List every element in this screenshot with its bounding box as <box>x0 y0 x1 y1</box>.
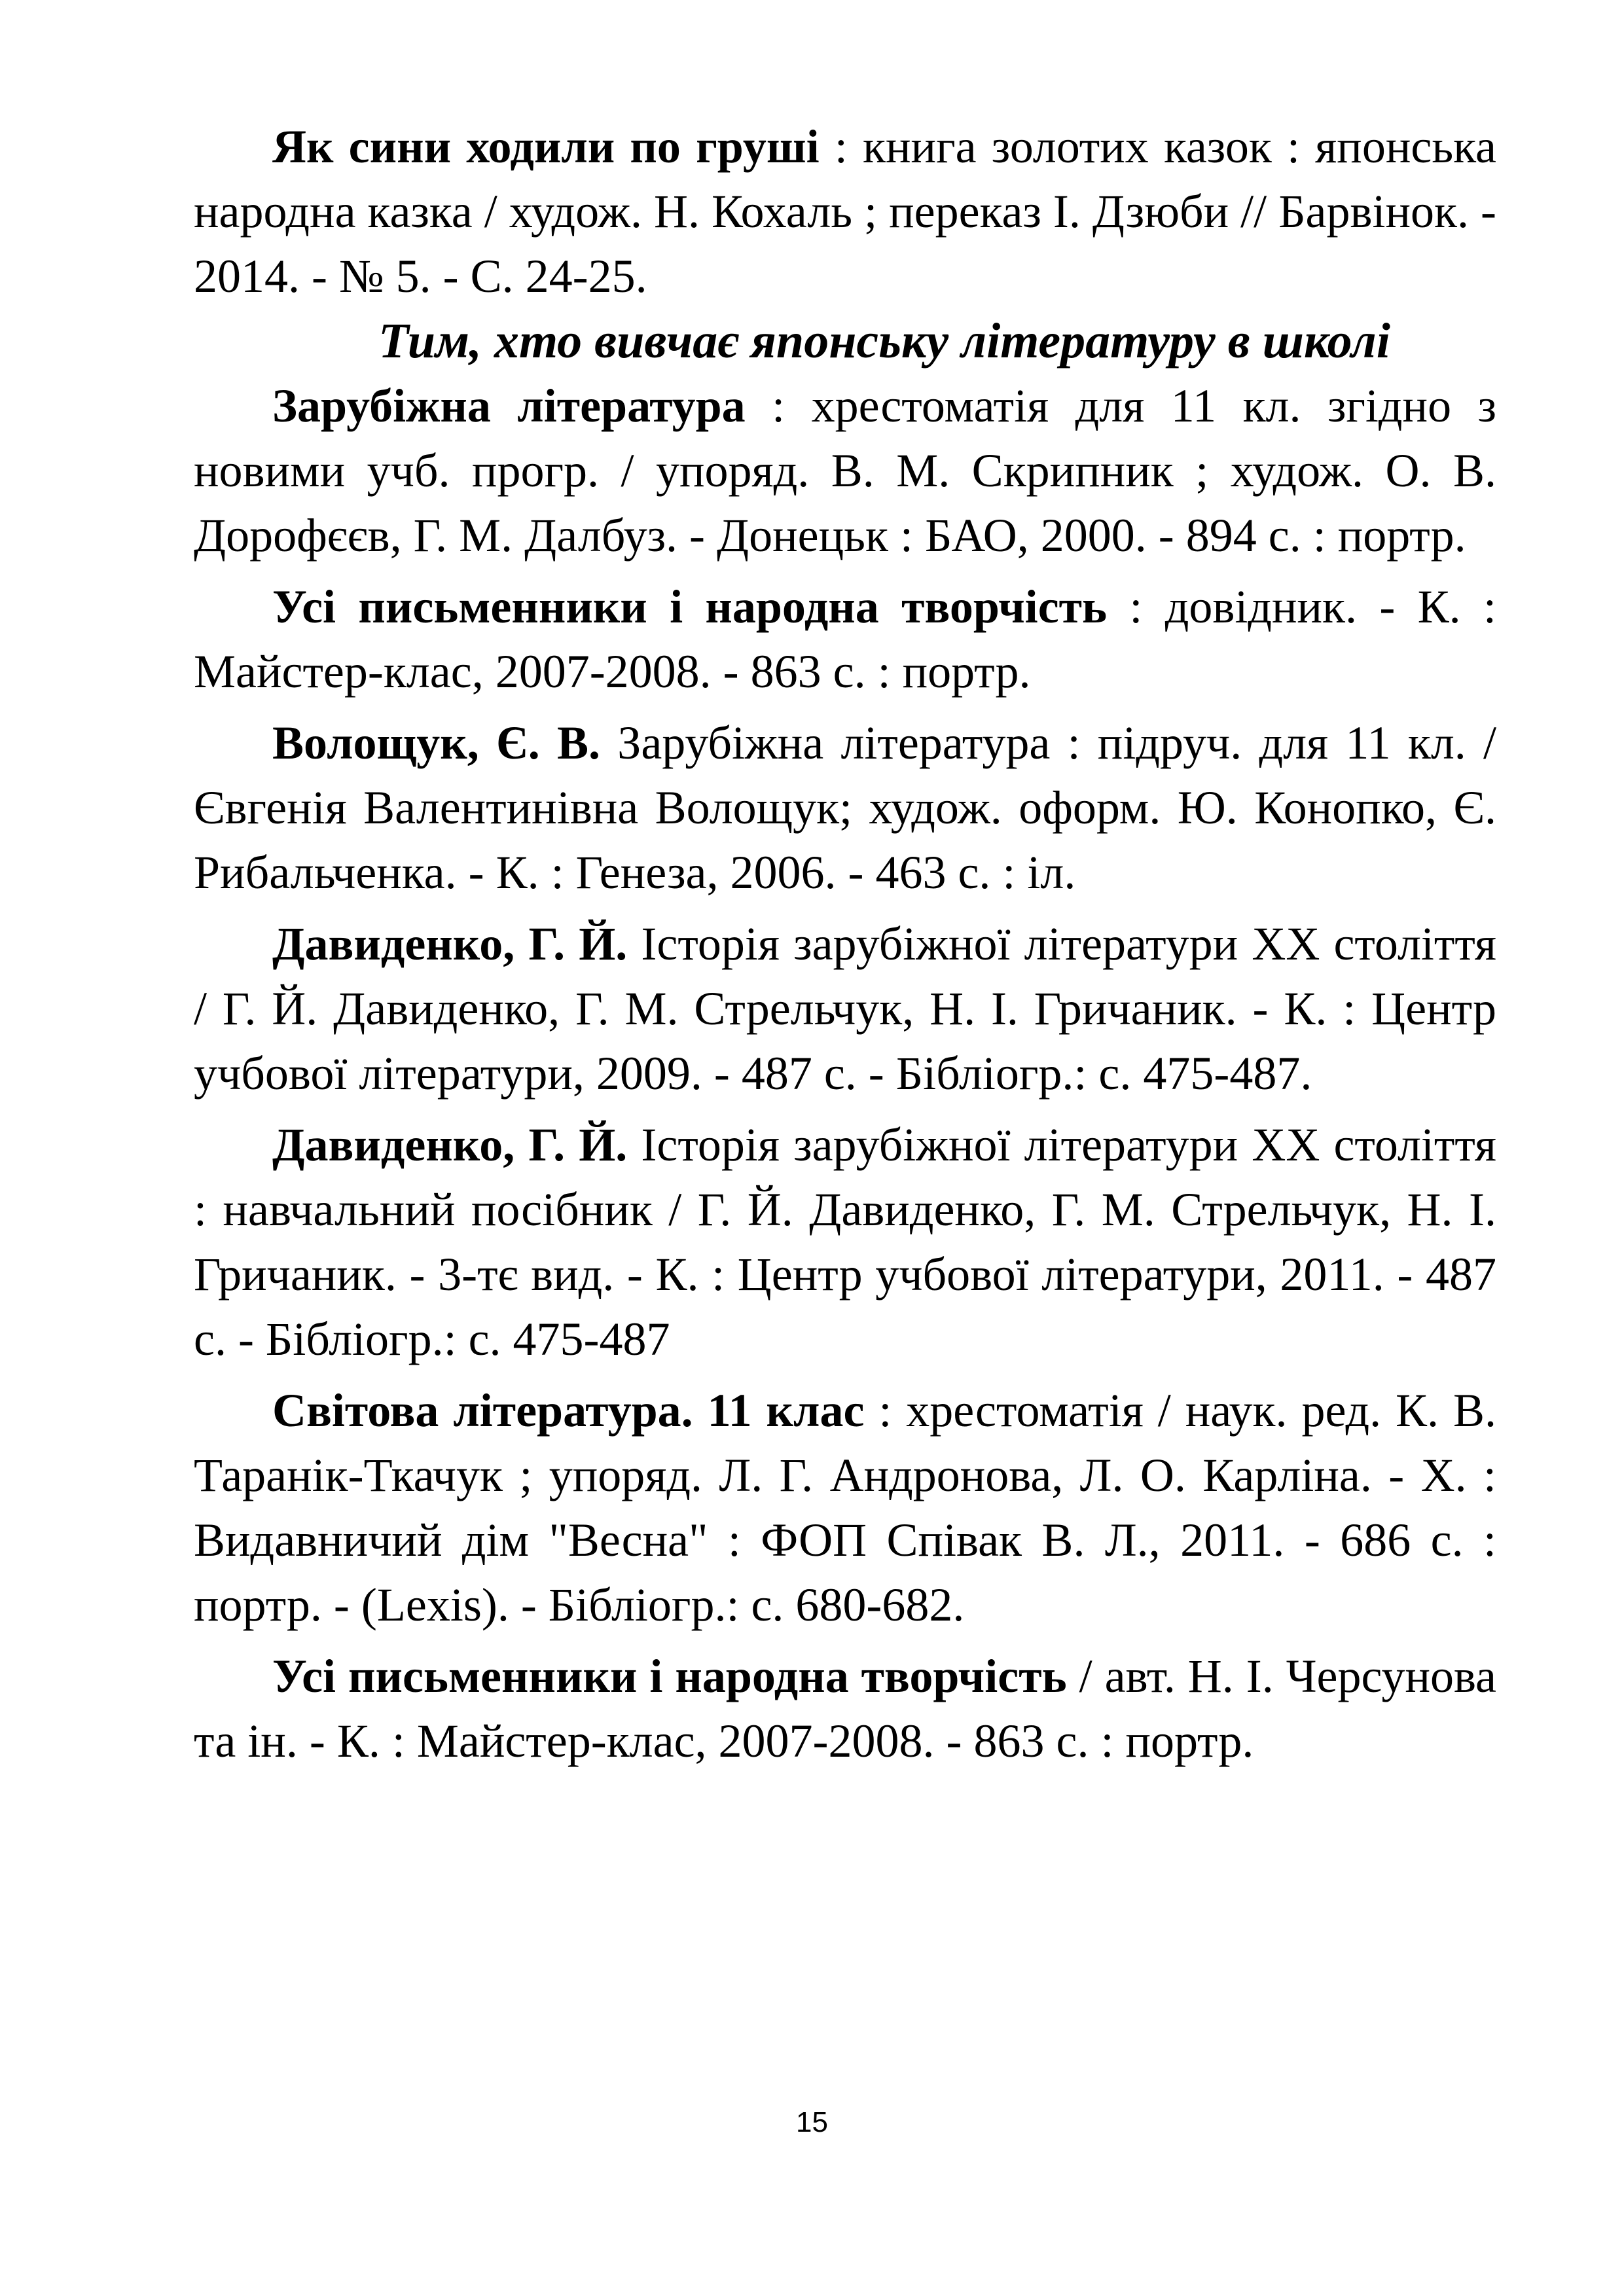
section-heading: Тим, хто вивчає японську літературу в школі <box>378 314 1390 368</box>
entry-title: Зарубіжна література <box>272 380 746 432</box>
bibliography-entry <box>194 575 1496 704</box>
entry-title: Давиденко, Г. Й. <box>272 1119 628 1171</box>
bibliography-entry <box>194 1644 1496 1774</box>
entry-details: : книга золотих казок : японська народна казка / худож. Н. Кохаль ; переказ І. Дзюби // Барвінок. - 2014. - № 5. - С. 24-25. <box>194 120 1496 302</box>
entry-title: Волощук, Є. В. <box>272 717 601 769</box>
entry-details: Історія зарубіжної літератури XX століття : навчальний посібник / Г. Й. Давиденко, Г. М. Стрельчук, Н. І. Гричаник. - 3-тє вид. - К. : Центр учбової літератури, 2011. - 487 с. - Бібліогр.: с. 475-487 <box>194 1119 1497 1365</box>
entry-details: : хрестоматія для 11 кл. згідно з новими учб. прогр. / упоряд. В. М. Скрипник ; худож. О. В. Дорофєєв, Г. М. Далбуз. - Донецьк : БАО, 2000. - 894 с. : портр. <box>194 380 1496 562</box>
bibliography-entry <box>194 374 1496 568</box>
entry-details: : довідник. - К. : Майстер-клас, 2007-2008. - 863 с. : портр. <box>194 581 1496 698</box>
entry-title: Як сини ходили по груші <box>272 120 820 173</box>
bibliography-entry <box>194 912 1496 1106</box>
bibliography-entry <box>194 711 1496 905</box>
bibliography-entry <box>194 1378 1496 1638</box>
entry-title: Усі письменники і народна творчість <box>272 1650 1067 1702</box>
entry-title: Світова література. 11 клас <box>272 1384 865 1437</box>
entry-details: : хрестоматія / наук. ред. К. В. Таранік-Ткачук ; упоряд. Л. Г. Андронова, Л. О. Карліна. - Х. : Видавничий дім "Весна" : ФОП Співак В. Л., 2011. - 686 с. : портр. - (Lexis). - Бібліогр.: с. 680-682. <box>194 1384 1497 1631</box>
entry-title: Давиденко, Г. Й. <box>272 918 628 970</box>
bibliography-entry <box>194 115 1496 309</box>
entry-details: Зарубіжна література : підруч. для 11 кл. / Євгенія Валентинівна Волощук; худож. оформ. Ю. Конопко, Є. Рибальченка. - К. : Генеза, 2006. - 463 с. : іл. <box>194 717 1497 899</box>
page-content <box>194 115 1496 1774</box>
entry-title: Усі письменники і народна творчість <box>272 581 1108 633</box>
page-number: 15 <box>796 2106 828 2138</box>
bibliography-entry <box>194 1113 1496 1372</box>
entry-details: Історія зарубіжної літератури XX століття / Г. Й. Давиденко, Г. М. Стрельчук, Н. І. Гричаник. - К. : Центр учбової літератури, 2009. - 487 с. - Бібліогр.: с. 475-487. <box>194 918 1497 1100</box>
entry-details: / авт. Н. І. Черсунова та ін. - К. : Майстер-клас, 2007-2008. - 863 с. : портр. <box>194 1650 1496 1767</box>
